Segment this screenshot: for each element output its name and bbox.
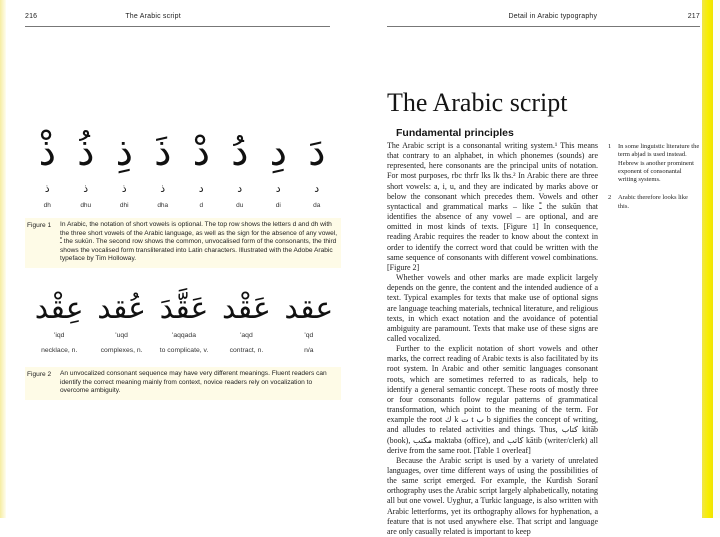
figure1-column	[105, 96, 144, 209]
body-text-column	[387, 141, 598, 537]
figure1-column	[182, 96, 221, 209]
figure1-column	[221, 96, 260, 209]
arabic-word: عَقْد	[222, 291, 271, 326]
figure2-words-row	[28, 264, 340, 354]
arabic-plain-letter: د	[314, 181, 320, 195]
figure2-label: Figure 2	[27, 370, 52, 378]
arabic-plain-letter: د	[198, 181, 204, 195]
word-transliteration: 'uqd	[115, 332, 128, 339]
arabic-vocalized-letter: ذُ	[77, 130, 95, 175]
arabic-plain-letter: د	[275, 181, 281, 195]
figure2-column	[278, 264, 340, 354]
arabic-word: عقد	[284, 291, 334, 326]
arabic-plain-letter: ذ	[83, 181, 89, 195]
left-page-number: 216	[25, 13, 38, 20]
page-title: The Arabic script	[387, 88, 568, 117]
latin-transliteration: da	[313, 202, 321, 209]
sidenote-column	[608, 143, 700, 211]
figure2-column	[215, 264, 277, 354]
right-page-header	[387, 12, 700, 27]
figure1-caption-text: In Arabic, the notation of short vowels is optional. The top row shows the letters d and dh with the three short vowels of the Arabic language, as well as the sign for the absence of any vowel, ـْ the sukūn. The second row shows the common, unvocalised form of the consonants, the third shows the vocalised form transliterated into Latin characters. Illustrated with the Adobe Arabic typeface by Tim Holloway.	[60, 221, 338, 263]
latin-transliteration: dh	[43, 202, 51, 209]
book-cover-edge-right	[702, 0, 713, 518]
left-running-title: The Arabic script	[125, 13, 181, 20]
body-paragraph: Further to the explicit notation of short vowels and other marks, the correct reading of Arabic texts is also facilitated by its root system. In Arabic and other semitic languages consonant roots, which are sometimes referred to as radicals, help to identify a general semantic concept. These roots of mostly three or four consonants follow regular patterns of grammatical transformation, which point to the meaning of the term. For example the root ك k ت t ب b signifies the concept of writing, and alludes to related activities and things. Thus, كتاب kitāb (book), مكتب maktaba (office), and كاتب kātib (writer/clerk) all derive from the same root. [Table 1 overleaf]	[387, 344, 599, 455]
word-meaning: contract, n.	[229, 347, 264, 354]
figure1-column	[67, 96, 106, 209]
arabic-vocalized-letter: ذِ	[115, 130, 133, 175]
word-transliteration: 'aqqada	[172, 332, 196, 339]
figure2-column	[153, 264, 215, 354]
word-meaning: to complicate, v.	[159, 347, 209, 354]
body-paragraph: Because the Arabic script is used by a variety of unrelated languages, over time different ways of using the possibilities of the same script emerged. For example, the Kurdish Soranî orthography uses the Arabic script largely alphabetically, notating all but one vowel. Uyghur, a Turkic language, is also written with Arabic letterforms, yet its orthography allows for hyphenation, a feature that is not used anywhere else. That script and language are only casually related is important to keep	[387, 455, 598, 536]
word-meaning: n/a	[304, 347, 314, 354]
figure1-column	[298, 96, 337, 209]
arabic-word: عُقد	[97, 291, 147, 326]
arabic-vocalized-letter: دْ	[192, 130, 210, 175]
arabic-vocalized-letter: ذَ	[154, 130, 172, 175]
arabic-word: عَقَّدَ	[159, 291, 209, 326]
word-transliteration: 'qd	[304, 332, 314, 339]
figure1-letters-row	[28, 96, 336, 209]
figure1-label: Figure 1	[27, 221, 52, 229]
figure1-caption	[25, 218, 341, 268]
arabic-vocalized-letter: دَ	[308, 130, 326, 175]
sidenote-1	[608, 143, 700, 184]
word-meaning: necklace, n.	[41, 347, 78, 354]
arabic-plain-letter: د	[237, 181, 243, 195]
word-transliteration: 'aqd	[240, 332, 253, 339]
arabic-vocalized-letter: دِ	[269, 130, 287, 175]
word-transliteration: 'iqd	[54, 332, 65, 339]
latin-transliteration: du	[236, 202, 244, 209]
sidenote-text: Arabic therefore looks like this.	[618, 194, 688, 210]
section-heading: Fundamental principles	[396, 127, 514, 139]
figure1-column	[28, 96, 67, 209]
latin-transliteration: dhi	[119, 202, 129, 209]
right-page-number: 217	[687, 13, 700, 20]
latin-transliteration: dha	[157, 202, 169, 209]
body-paragraph: The Arabic script is a consonantal writing system.¹ This means that contrary to an alphabet, in which phonemes (sounds) are represented, here consonants are the principal units of notation. For most purposes, rbc thrfr lks lk ths.² In Arabic there are three short vowels: a, i, u, and they are indicated by marks above or below the consonant which precedes them. Vowels and other syntactical and grammatical marks – like ـْ the sukūn that identifies the absence of any vowel – are optional, and are omitted in most kinds of texts. [Figure 1] In consequence, reading Arabic requires the reader to know about the context in order to identify the correct word that could be written with the same sequence of consonants with different vowel combinations. [Figure 2]	[387, 141, 598, 272]
arabic-plain-letter: ذ	[160, 181, 166, 195]
arabic-plain-letter: ذ	[121, 181, 127, 195]
sidenote-number: 2	[608, 194, 612, 202]
arabic-vocalized-letter: ذْ	[38, 130, 56, 175]
book-cover-edge-left	[0, 0, 6, 518]
left-page-header	[25, 12, 330, 27]
arabic-word: عِقْد	[34, 291, 84, 326]
figure2-column	[90, 264, 152, 354]
body-paragraph: Whether vowels and other marks are made explicit largely depends on the genre, the content and the intended audience of a text. Typical examples for texts that make use of optional signs are language teaching materials, technical literature, and religious texts, in which exact notation and the avoidance of potential ambiguity are paramount. Texts that make use of these signs are called vocalized.	[387, 273, 598, 343]
page-block-edge	[713, 0, 720, 518]
arabic-vocalized-letter: دُ	[231, 130, 249, 175]
figure1-column	[144, 96, 183, 209]
figure2-column	[28, 264, 90, 354]
right-running-title: Detail in Arabic typography	[508, 13, 598, 20]
figure2-caption-text: An unvocalized consonant sequence may have very different meanings. Fluent readers can identify the correct meaning mainly from context, novice readers rely on vocalization to overcome ambiguity.	[60, 370, 327, 395]
latin-transliteration: dhu	[80, 202, 92, 209]
latin-transliteration: d	[199, 202, 204, 209]
word-meaning: complexes, n.	[100, 347, 143, 354]
latin-transliteration: di	[275, 202, 281, 209]
sidenote-2	[608, 194, 700, 211]
figure2-caption	[25, 367, 341, 400]
sidenote-number: 1	[608, 143, 612, 150]
figure1-column	[259, 96, 298, 209]
sidenote-text: In some linguistic literature the term abjad is used instead. Hebrew is another prominent exponent of consonantal writing systems.	[618, 143, 700, 184]
arabic-plain-letter: ذ	[44, 181, 50, 195]
